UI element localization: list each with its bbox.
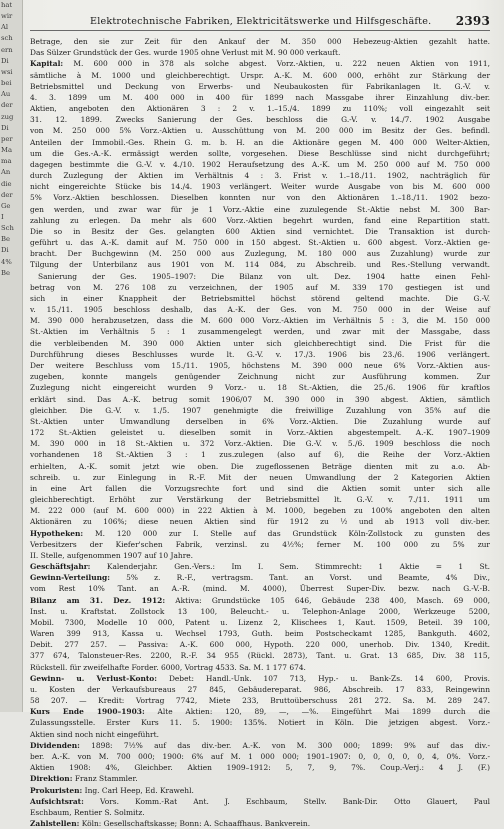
facing-page-fragment: 4% [1,257,12,266]
text-line [30,58,490,69]
text-line [30,684,490,695]
text-line [30,226,490,237]
line-text: Der weitere Beschluss vom 15./11. 1905, höchstens M. 390 000 neue 6% Vorz.-Aktien aus- [30,360,490,370]
line-text: 5% Vorz.-Aktien beschlossen. Dieselben konnten nur von den Aktionären 1.–18./11. 1902 bezo- [30,193,490,203]
facing-page-fragment: Sch [1,224,14,233]
text-line [30,539,490,550]
section-heading: Gewinn- u. Verlust-Konto: [30,673,158,683]
text-line [30,650,490,661]
text-line [30,717,490,728]
line-text: v. 15./11. 1905 beschloss deshalb, das A.-K. der Ges. von M. 750 000 in der Weise auf [30,305,490,315]
section-heading: Aufsichtsrat: [30,796,84,806]
line-text: Betriebsmittel und Deckung von Erwerbs- und Neubaukosten für Fabrikanlagen lt. G.-V. v. [30,81,490,91]
running-head-title: Elektrotechnische Fabriken, Elektricitätswerke und Hilfsgeschäfte. [90,16,432,27]
text-line [30,36,490,47]
line-text: 58 207. — Kredit: Vortrag 7742, Miete 233, Bruttoüberschuss 281 272. Sa. M. 289 247. [30,696,490,706]
line-text: geführt u. das A.-K. damit auf M. 750 000 in 150 abgest. St.-Aktien u. 600 abgest. Vorz.-Aktien ge- [30,238,490,248]
text-line [30,695,490,706]
line-text: St.-Aktien im Verhältnis 5 : 1 zusammengelegt werden, und zwar mit der Massgabe, dass [30,327,490,337]
text-line [30,494,490,505]
line-text: Waren 399 913, Kassa u. Wechsel 1793, Guth. beim Postscheckamt 1285, Bankguth. 4602, [30,629,490,639]
text-line [30,472,490,483]
line-text: Tilgung der Unterbilanz aus 1901 von M. 114 084, zu Abschreib. und Res.-Stellung verwandt. [30,260,490,270]
text-line [30,706,490,717]
line-text: Ing. Carl Heep, Ed. Krawehl. [82,785,194,795]
section-heading: Hypotheken: [30,528,84,538]
text-line [30,92,490,103]
text-line [30,259,490,270]
facing-page-fragment: der [1,101,13,110]
line-text: Zulassungsstelle. Erster Kurs 11. 5. 1900: 135%. Notiert in Köln. Die jetzigen abgest. Vorz.- [30,718,490,728]
text-line [30,550,490,561]
line-text: gen werden, und zwar war für je 1 Vorz.-Aktie eine zuzulegende St.-Aktie nebst M. 300 Bar- [30,204,490,214]
text-line [30,304,490,315]
section-heading: Zahlstellen: [30,819,80,829]
line-text: Anteilen der Immobil.-Ges. Rhein G. m. b. H. an die Aktionäre gegen M. 400 000 Welter-Aktien, [30,137,490,147]
line-text: Kalenderjahr. Gen.-Vers.: Im I. Sem. Stimmrecht: 1 Aktie = 1 St. [90,562,490,572]
line-text: Vors. Komm.-Rat Ant. J. Eschbaum, Stellv. Bank-Dir. Otto Glauert, Paul [83,796,490,806]
text-line [30,326,490,337]
text-line [30,561,490,572]
text-line [30,293,490,304]
text-line [30,505,490,516]
text-line [30,215,490,226]
line-text: M. 390 000 in 18 St.-Aktien u. 372 Vorz.-Aktien. Die G.-V. v. 5./6. 1909 beschloss die noch [30,439,490,449]
facing-page-fragment: Au [1,90,11,99]
line-text: nicht eingereichte Stücke bis 14./4. 1903 verlängert. Weiter wurde Ausgabe von bis M. 600 000 [30,182,490,192]
text-line [30,818,490,829]
header-rule [30,30,490,31]
facing-page-fragment: per [1,134,13,143]
facing-page-fragment: der [1,190,13,199]
line-text: Eschbaum, Rentier S. Solmitz. [30,807,145,817]
line-text: 172 St.-Aktien geleistet u. dieselben somit in Vorz.-Aktien abgestempelt. A.-K. 1907–1909 [30,428,490,438]
body-text [30,36,490,829]
text-line [30,740,490,751]
line-text: durch Zuzlegung der Aktien im Verhältnis 4 : 3. Frist v. 1.–18./11. 1902, nachträglich für [30,171,490,181]
line-text: Betrage, den sie zur Zeit für den Ankauf der M. 350 000 Hebezeug-Aktien gezahlt hatte. [30,37,490,46]
line-text: gleichberechtigt. Erhöht zur Verstärkung der Betriebsmittel lt. G.-V. v. 7./11. 1911 um [30,495,490,505]
line-text: Zuzlegung nicht eingereicht wurden 9 Vorz.- u. 18 St.-Aktien, die 25./6. 1906 für kraftlos [30,383,490,393]
facing-page-fragment: ma [1,157,12,166]
text-line [30,662,490,673]
page-number: 2393 [455,14,490,28]
line-text: Debet: Handl.-Unk. 107 713, Hyp.- u. Bank-Zs. 14 600, Provis. [157,673,490,683]
section-heading: Gewinn-Verteilung: [30,573,110,583]
facing-page-fragment: Al [1,23,9,32]
facing-page-fragment: Ge [1,201,11,210]
line-text: Aktien, angeboten den Aktionären 3 : 2 v. 1.–15./4. 1899 zu 110%; voll eingezahlt seit [30,104,490,114]
text-line [30,248,490,259]
facing-page-fragment: Be [1,268,11,277]
line-text: bracht. Der Buchgewinn (M. 250 000 aus Zuzlegung, M. 180 000 aus Zuzahlung) wurde zur [30,249,490,259]
facing-page-fragment: An [1,168,11,177]
line-text: Debit. 277 257. — Passiva: A.-K. 600 000, Hypoth. 220 000, unerhob. Div. 1340, Kredit. [30,640,490,650]
section-heading: Kapital: [30,59,64,69]
text-line [30,349,490,360]
text-line [30,785,490,796]
text-line [30,427,490,438]
text-line [30,639,490,650]
line-text: betrag von M. 276 108 zu verzeichnen, der 1905 auf M. 339 170 gestiegen ist und [30,282,490,292]
text-line [30,606,490,617]
line-text: vorhandenen 18 St.-Aktien 3 : 1 zus.zulegen (also auf 6), die Reihe der Vorz.-Aktien [30,450,490,460]
text-line [30,516,490,527]
line-text: ber. A.-K. von M. 700 000; 1900: 6% auf M. 1 000 000; 1901–1907: 0, 0, 0, 0, 0, 4, 0%. Vorz.- [30,752,490,761]
line-text: dagegen bestimmte die G.-V. v. 4./10. 1902 Heraufsetzung des A.-K. um M. 250 000 auf M. 750 000 [30,159,490,169]
line-text: St.-Aktien unter Umwandlung derselben in 6% Vorz.-Aktien. Die Zuzahlung wurde auf [30,416,490,426]
text-line [30,282,490,293]
text-line [30,315,490,326]
text-line [30,103,490,114]
text-line [30,181,490,192]
text-line [30,572,490,583]
text-line [30,405,490,416]
facing-page-fragment: ern [1,45,13,54]
text-line [30,371,490,382]
section-heading: Dividenden: [30,740,80,750]
text-line [30,148,490,159]
line-text: Alte Aktien: 120, 89, —, —%. Eingeführt Mai 1899 durch die [144,707,490,717]
line-text: vom Rest 10% Tant. an A.-R. (mind. M. 4000), Überrest Super-Div. bezw. nach G.-V.-B. [30,584,490,594]
text-line [30,583,490,594]
text-line [30,70,490,81]
line-text: die verbleibenden M. 390 000 Aktien unter sich gleichberechtigt sind. Die Frist für die [30,338,490,348]
text-line [30,595,490,606]
line-text: Aktionären zu 106%; diese neuen Aktien sind für 1912 zu ½ und ab 1913 voll div.-ber. [30,517,490,527]
line-text: M. 222 000 (auf M. 600 000) in 222 Aktien à M. 1000, begeben zu 100% angeboten den alten [30,506,490,516]
text-line [30,338,490,349]
line-text: erklärt sind. Das A.-K. betrug somit 1906/07 M. 390 000 in 390 abgest. Aktien, sämtlich [30,394,490,404]
facing-page-fragment: Di [1,123,9,132]
line-text: 377 674, Talonsteuer-Res. 2200, R.-F. 34 955 (Rückl. 2873), Tant. u. Grat. 13 685, Div. 38 115, [30,651,490,661]
line-text: M. 600 000 in 378 als solche abgest. Vorz.-Aktien, u. 222 neuen Aktien von 1911, [63,59,490,69]
text-line [30,416,490,427]
line-text: um die Ges.-A.-K. ermässigt werden sollte, vorgesehen. Diese Beschlüsse sind nicht durchgeführt; [30,148,490,158]
line-text: Aktien sind noch nicht eingeführt. [30,729,159,739]
facing-page-fragment: wir [1,12,13,21]
text-line [30,617,490,628]
text-line [30,271,490,282]
text-line [30,773,490,784]
line-text: Sanierung der Ges. 1905–1907: Die Bilanz von ult. Dez. 1904 hatte einen Fehl- [38,271,490,281]
line-text: M. 120 000 zur I. Stelle auf das Grundstück Köln-Zollstock zu gunsten des [83,528,490,538]
line-text: Mobil. 7300, Modelle 10 000, Patent u. Lizenz 2, Klischees 1, Kaut. 1509, Beteil. 39 100, [30,617,490,627]
line-text: sämtliche à M. 1000 und gleichberechtigt. Urspr. A.-K. M. 600 000, erhöht zur Stärkung der [30,70,490,80]
line-text: von M. 250 000 5% Vorz.-Aktien u. Ausschüttung von M. 200 000 im Besitz der Ges. befindl. [30,126,490,136]
line-text: 1898: 7½% auf das div.-ber. A.-K. von M. 300 000; 1899: 9% auf das div.- [79,740,490,750]
facing-page-fragment: zug [1,112,14,121]
line-text: 4. 3. 1899 um M. 400 000 in 400 für 1899 nach Massgabe ihrer Einzahlung div.-ber. [30,92,490,102]
text-line [30,807,490,818]
facing-page-fragment: bei [1,79,12,88]
facing-page-fragment: Ma [1,146,13,155]
facing-page-fragment: sch [1,34,13,43]
line-text: M. 390 000 herabzusetzen, dass die M. 600 000 Vorz.-Aktien im Verhältnis 5 : 3, die M. 150 000 [30,316,490,326]
text-line [30,159,490,170]
text-line [30,796,490,807]
section-heading: Direktion: [30,774,73,784]
text-line [30,125,490,136]
line-text: Köln: Gesellschaftskasse; Bonn: A. Schaaffhaus. Bankverein. [79,819,311,829]
section-heading: Bilanz am 31. Dez. 1912: [30,595,166,605]
facing-page-fragment: Di [1,56,9,65]
line-text: II. Stelle, aufgenommen 1907 auf 10 Jahre. [30,550,194,560]
text-line [30,449,490,460]
line-text: gleichber. Die G.-V. v. 1./5. 1907 genehmigte die freiwillige Zuzahlung von 35% auf die [30,405,490,415]
facing-page-edge [0,0,23,712]
facing-page-fragment: wsi [1,67,13,76]
text-line [30,394,490,405]
text-line [30,204,490,215]
line-text: Rückstell. für zweifelhafte Forder. 6000, Vortrag 4533. Sa. M. 1 177 674. [30,662,306,672]
text-line [30,673,490,684]
line-text: sich in einer Knappheit der Betriebsmittel höchst störend geltend machte. Die G.-V. [30,293,490,303]
text-line [30,382,490,393]
text-line [30,137,490,148]
text-line [30,729,490,740]
line-text: erhielten, A.-K. somit jetzt wie oben. Die zugeflossenen Beträge dienten mit zu a.o. Ab- [30,461,490,471]
text-line [30,762,490,773]
text-line [30,438,490,449]
text-line [30,751,490,762]
text-line [30,114,490,125]
text-line [30,47,490,58]
section-heading: Prokuristen: [30,785,83,795]
line-text: 31. 12. 1899. Zwecks Sanierung der Ges. beschloss die G.-V. v. 14./7. 1902 Ausgabe [30,115,490,125]
line-text: u. Kosten der Verkaufsbureaus 27 845, Gebäudereparat. 986, Abschreib. 17 833, Reingewinn [30,684,490,694]
text-line [30,628,490,639]
facing-page-fragment: Be [1,235,11,244]
line-text: Die so in Besitz der Ges. gelangten 600 Aktien sind vernichtet. Die Transaktion ist durch- [30,226,490,236]
text-line [30,81,490,92]
text-line [30,237,490,248]
facing-page-fragment: hat [1,1,13,9]
facing-page-fragment: Di [1,246,9,255]
text-line [30,192,490,203]
line-text: zahlung zu erlegen. Da mehr als 600 Vorz.-Aktien begehrt wurden, fand eine Repartition statt. [30,215,490,225]
line-text: schreib. u. zur Einlegung in R.-F. Mit der neuen Umwandlung der 2 Kategorien Aktien [30,472,490,482]
line-text: Durchführung dieses Beschlusses wurde lt. G.-V. v. 17./3. 1906 bis 23./6. 1906 verlängert. [30,349,490,359]
line-text: Aktien 1908: 4%, Gleichber. Aktien 1909–1912: 5, 7, 9, 7%. Coup.-Verj.: 4 J. (F.) [30,763,490,773]
text-line [30,170,490,181]
facing-page-fragment: I [1,212,4,221]
text-line [30,528,490,539]
text-line [30,461,490,472]
text-line [30,360,490,371]
line-text: Verbesitzers der Kiefer'schen Fabrik, verzinsl. zu 4½%; ferner M. 100 000 zu 5% zur [30,539,490,549]
facing-page-fragment: die [1,179,12,188]
line-text: Aktiva: Grundstücke 105 646, Gebäude 238 400, Masch. 69 000, [165,595,490,605]
line-text: in eine Art fallen die Vorzugsrechte fort und sind die Aktien somit unter sich alle [30,483,490,493]
text-line [30,483,490,494]
line-text: 5% z. R.-F., vertragsm. Tant. an Vorst. und Beamte, 4% Div., [110,573,490,583]
line-text: Das Sülzer Grundstück der Ges. wurde 1905 ohne Verlust mit M. 90 000 verkauft. [30,48,341,58]
line-text: Inst. u. Kraftstat. Zollstock 13 100, Beleucht.- u. Telephon-Anlage 2000, Werkzeuge 5200, [30,606,490,616]
line-text: zugeben, konnte mangels genügender Zeichnung nicht zur Ausführung kommen. Zur [30,372,490,382]
line-text: Franz Stammler. [72,774,138,784]
section-heading: Kurs Ende 1900–1903: [30,707,145,717]
section-heading: Geschäftsjahr: [30,562,91,572]
